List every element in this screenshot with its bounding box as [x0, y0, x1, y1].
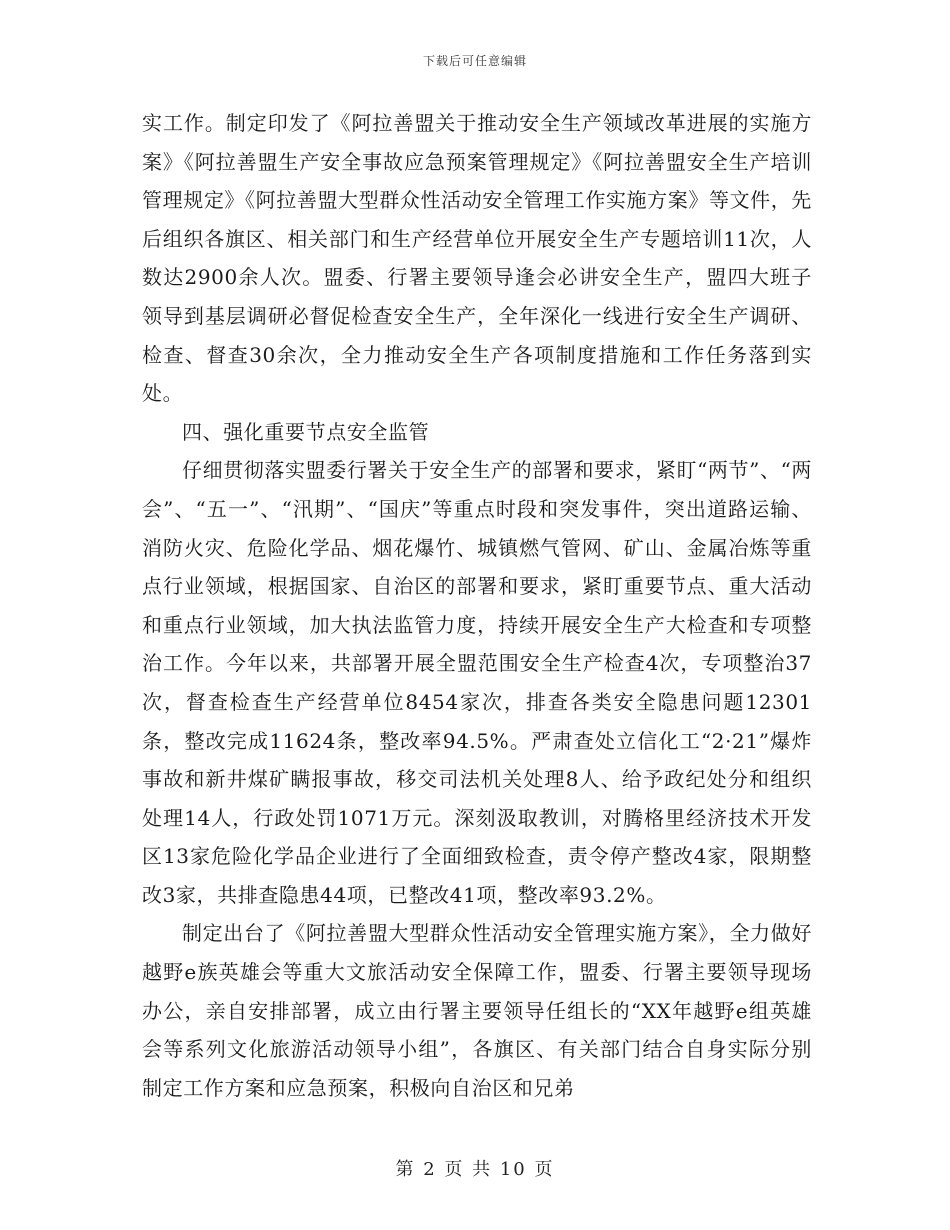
page-header: 下载后可任意编辑: [422, 54, 527, 68]
paragraph-2: 仔细贯彻落实盟委行署关于安全生产的部署和要求，紧盯“两节”、“两会”、“五一”、“汛期”、“国庆”等重点时段和突发事件，突出道路运输、消防火灾、危险化学品、烟花爆竹、城镇燃气管网、矿山、金属冶炼等重点行业领域，根据国家、自治区的部署和要求，紧盯重要节点、重大活动和重点行业领域，加大执法监管力度，持续开展安全生产大检查和专项整治工作。今年以来，共部署开展全盟范围安全生产检查4次，专项整治37次，督查检查生产经营单位8454家次，排查各类安全隐患问题12301条，整改完成11624条，整改率94.5%。严肃查处立信化工“2·21”爆炸事故和新井煤矿瞒报事故，移交司法机关处理8人、给予政纪处分和组织处理14人，行政处罚1071万元。深刻汲取教训，对腾格里经济技术开发区13家危险化学品企业进行了全面细致检查，责令停产整改4家，限期整改3家，共排查隐患44项，已整改41项，整改率93.2%。: [142, 458, 812, 907]
paragraph-1: 实工作。制定印发了《阿拉善盟关于推动安全生产领域改革进展的实施方案》《阿拉善盟生产安全事故应急预案管理规定》《阿拉善盟安全生产培训管理规定》《阿拉善盟大型群众性活动安全管理工作实施方案》等文件，先后组织各旗区、相关部门和生产经营单位开展安全生产专题培训11次，人数达2900余人次。盟委、行署主要领导逢会必讲安全生产，盟四大班子领导到基层调研必督促检查安全生产，全年深化一线进行安全生产调研、检查、督查30余次，全力推动安全生产各项制度措施和工作任务落到实处。: [142, 111, 812, 406]
page-number-footer: 第 2 页 共 10 页: [395, 1159, 555, 1180]
document-body: [142, 104, 812, 1107]
paragraph-3: 制定出台了《阿拉善盟大型群众性活动安全管理实施方案》，全力做好越野e族英雄会等重大文旅活动安全保障工作，盟委、行署主要领导现场办公，亲自安排部署，成立由行署主要领导任组长的“XX年越野e组英雄会等系列文化旅游活动领导小组”，各旗区、有关部门结合自身实际分别制定工作方案和应急预案，积极向自治区和兄弟: [142, 921, 812, 1100]
section-heading: 四、强化重要节点安全监管: [182, 419, 430, 444]
